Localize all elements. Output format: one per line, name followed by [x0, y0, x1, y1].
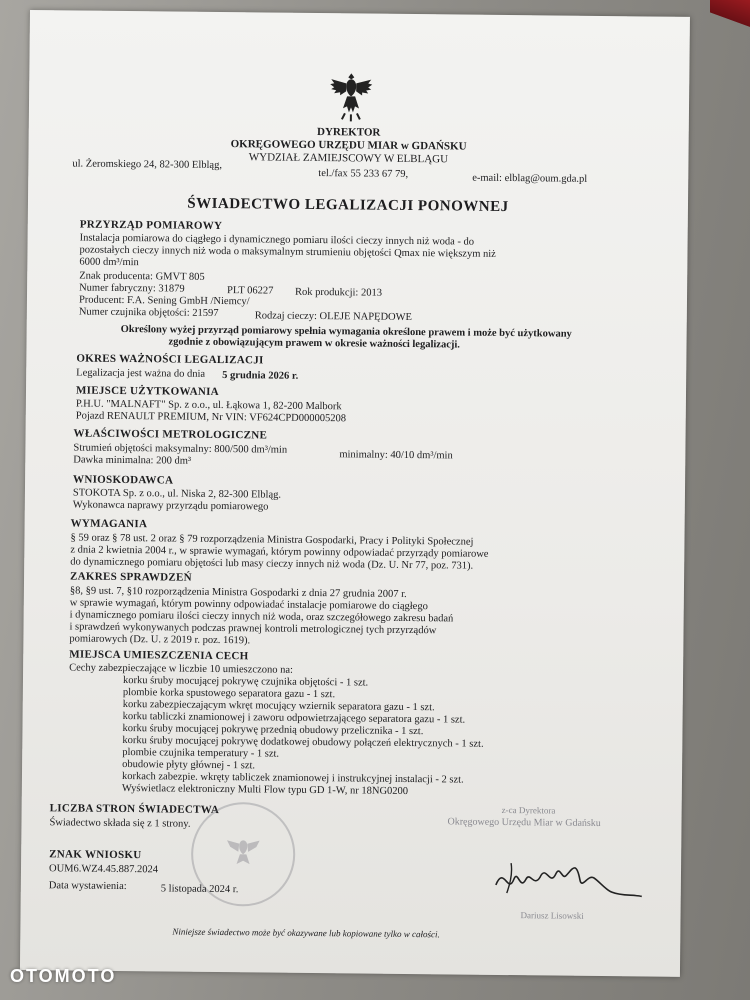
seal-item: Wyświetlacz elektroniczny Multi Flow typu GD 1-W, nr 18NG0200 — [121, 783, 409, 798]
seal-item: korku śruby mocującej pokrywę przednią obudowy przelicznika - 1 szt. — [122, 723, 424, 738]
checks-line4: i sprawdzeń wykonywanych podczas prawnej kontroli metrologicznej tych przyrządów — [69, 621, 437, 637]
signature-role-small: z-ca Dyrektora — [501, 804, 556, 816]
device-desc1: Instalacja pomiarowa do ciągłego i dynamicznego pomiaru ilości cieczy innych niż woda - do — [79, 232, 475, 248]
office-email: e-mail: elblag@oum.gda.pl — [472, 172, 588, 185]
issued-date: 5 listopada 2024 r. — [160, 883, 239, 896]
sensor-number: Numer czujnika objętości: 21597 — [78, 306, 219, 319]
device-heading: PRZYRZĄD POMIAROWY — [79, 218, 223, 233]
validity-date: 5 grudnia 2026 r. — [222, 370, 299, 382]
metrology-heading: WŁAŚCIWOŚCI METROLOGICZNE — [73, 427, 268, 442]
issuer-line3: WYDZIAŁ ZAMIEJSCOWY W ELBLĄGU — [248, 151, 449, 166]
checks-line2: w sprawie wymagań, którym powinny odpowiadać instalacje pomiarowe do ciągłego — [69, 597, 428, 613]
checks-line3: i dynamicznego pomiaru ilości cieczy innych niż woda, oraz szczegółowego zakresu badań — [69, 609, 454, 625]
min-dose: Dawka minimalna: 200 dm³ — [73, 454, 192, 467]
office-phone: tel./fax 55 233 67 79, — [318, 168, 409, 180]
applicant-heading: WNIOSKODAWCA — [73, 473, 174, 487]
seal-item: korku śruby mocującej pokrywę czujnika objętości - 1 szt. — [122, 675, 369, 689]
requirements-line1: § 59 oraz § 78 ust. 2 oraz § 79 rozporządzenia Ministra Gospodarki, Pracy i Polityki Społecznej — [70, 532, 474, 548]
signatory-name-small: Dariusz Lisowski — [520, 910, 584, 921]
production-year: Rok produkcji: 2013 — [295, 286, 383, 299]
handwritten-signature — [491, 845, 662, 917]
device-desc2: pozostałych cieczy innych niż woda o maksymalnym strumieniu objętości Qmax nie większym niż — [79, 244, 496, 260]
location-line2: Pojazd RENAULT PREMIUM, Nr VIN: VF624CPD000005208 — [75, 410, 347, 425]
seals-heading: MIEJSCA UMIESZCZENIA CECH — [69, 648, 249, 663]
issuer-line2: OKRĘGOWEGO URZĘDU MIAR w GDAŃSKU — [230, 138, 467, 153]
compliance-statement1: Określony wyżej przyrząd pomiarowy spełnia wymagania określone prawem i może być użytkowany — [120, 323, 572, 340]
seal-item: korkach zabezpie. wkręty tabliczek znamionowej i instrukcyjnej instalacji - 2 szt. — [121, 771, 464, 786]
max-flow: Strumień objętości maksymalny: 800/500 dm³/min — [73, 442, 288, 456]
red-object-corner — [710, 0, 750, 30]
signature-office-small: Okręgowego Urzędu Miar w Gdańsku — [447, 816, 601, 830]
seal-item: korku śruby mocującej pokrywę dodatkowej obudowy połączeń elektrycznych - 1 szt. — [122, 735, 484, 750]
manufacturer-mark: Znak producenta: GMVT 805 — [79, 270, 205, 283]
pages-heading: LICZBA STRON ŚWIADECTWA — [49, 802, 220, 817]
seals-intro: Cechy zabezpieczające w liczbie 10 umieszczono na: — [69, 662, 294, 676]
plt-number: PLT 06227 — [227, 285, 274, 297]
location-heading: MIEJSCE UŻYTKOWANIA — [75, 384, 219, 398]
checks-heading: ZAKRES SPRAWDZEŃ — [70, 570, 192, 584]
pages-text: Świadectwo składa się z 1 strony. — [49, 817, 191, 830]
issued-label: Data wystawienia: — [48, 880, 127, 893]
footer-note: Niniejsze świadectwo może być okazywane lub kopiowane tylko w całości. — [172, 926, 440, 940]
seal-item: obudowie płyty głównej - 1 szt. — [122, 759, 256, 772]
seal-item: korku zabezpieczającym wkręt mocujący wziernik separatora gazu - 1 szt. — [122, 699, 435, 714]
liquid-type: Rodzaj cieczy: OLEJE NAPĘDOWE — [254, 310, 413, 324]
validity-label: Legalizacja jest ważna do dnia — [76, 367, 206, 380]
reference-heading: ZNAK WNIOSKU — [49, 848, 142, 862]
checks-line5: pomiarowych (Dz. U. z 2019 r. poz. 1619). — [69, 633, 251, 647]
reference-number: OUM6.WZ4.45.887.2024 — [48, 863, 159, 876]
location-line1: P.H.U. "MALNAFT" Sp. z o.o., ul. Łąkowa 1, 82-200 Malbork — [75, 398, 342, 413]
applicant-line1: STOKOTA Sp. z o.o., ul. Niska 2, 82-300 Elbląg. — [72, 487, 282, 501]
polish-eagle-emblem-icon — [327, 69, 376, 123]
checks-line1: §8, §9 ust. 7, §10 rozporządzenia Ministra Gospodarki z dnia 27 grudnia 2007 r. — [69, 585, 407, 600]
stamp-eagle-icon — [223, 832, 263, 876]
serial-number: Numer fabryczny: 31879 — [79, 282, 185, 295]
validity-heading: OKRES WAŻNOŚCI LEGALIZACJI — [76, 352, 264, 367]
seal-item: korku tabliczki znamionowej i zaworu odpowietrzającego separatora gazu - 1 szt. — [122, 711, 466, 726]
seal-item: plombie korka spustowego separatora gazu - 1 szt. — [122, 687, 336, 701]
requirements-line3: do dynamicznego pomiaru objętości lub masy cieczy innych niż woda (Dz. U. Nr 77, poz. 731). — [70, 556, 474, 572]
otomoto-watermark: OTOMOTO — [10, 966, 117, 986]
seal-item: plombie czujnika temperatury - 1 szt. — [122, 747, 280, 760]
issuer-line1: DYREKTOR — [316, 126, 381, 139]
device-desc3: 6000 dm³/min — [79, 256, 139, 269]
office-address: ul. Żeromskiego 24, 82-300 Elbląg, — [72, 158, 223, 172]
requirements-heading: WYMAGANIA — [70, 517, 148, 531]
min-flow: minimalny: 40/10 dm³/min — [339, 449, 453, 462]
document-title: ŚWIADECTWO LEGALIZACJI PONOWNEJ — [187, 195, 509, 216]
compliance-statement2: zgodnie z obowiązującym prawem w okresie ważności legalizacji. — [168, 336, 460, 351]
applicant-line2: Wykonawca naprawy przyrządu pomiarowego — [72, 499, 269, 513]
producer: Producent: F.A. Sening GmbH /Niemcy/ — [78, 294, 250, 308]
requirements-line2: z dnia 2 kwietnia 2004 r., w sprawie wymagań, którym powinny odpowiadać przyrządy pomiarowe — [70, 544, 489, 560]
certificate-paper — [20, 10, 690, 977]
